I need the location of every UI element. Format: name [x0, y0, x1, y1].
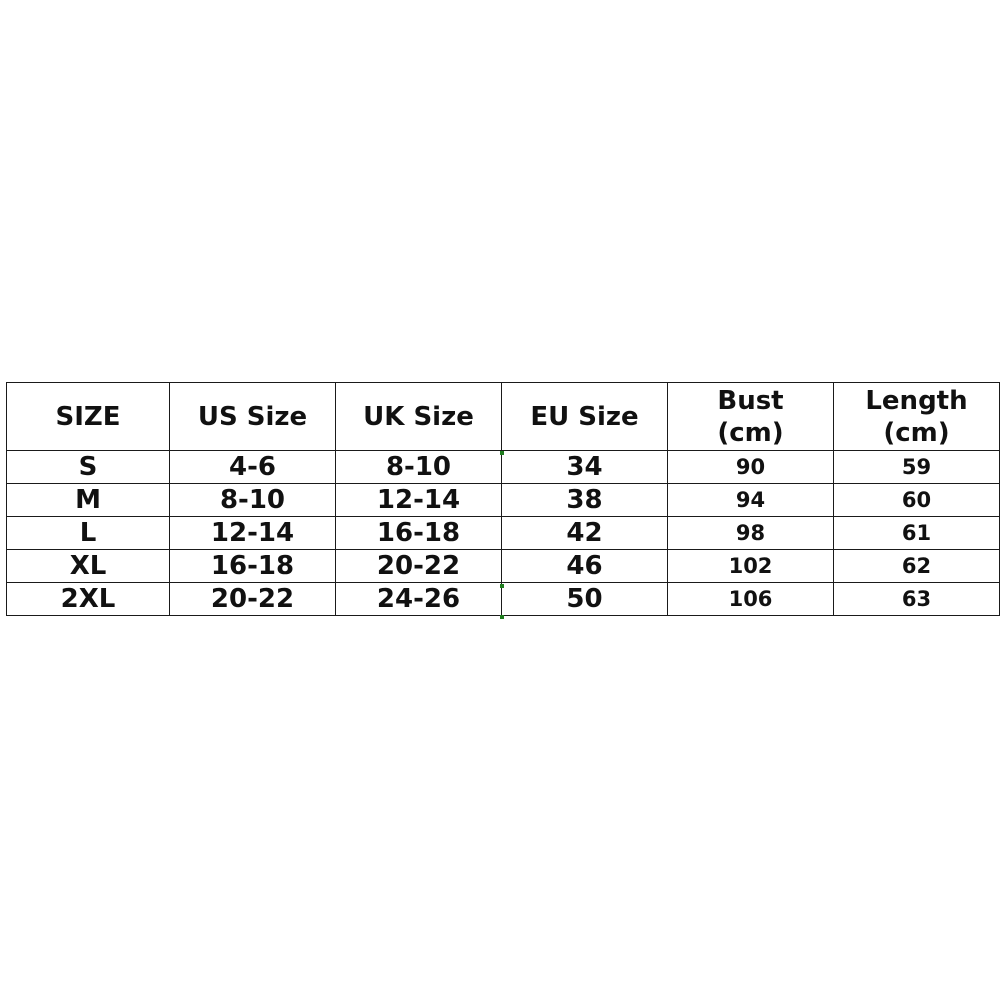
cell-us-size: 4-6 [170, 451, 336, 484]
cell-corner-marker [500, 451, 504, 455]
cell-eu-size: 46 [502, 550, 668, 583]
cell-length: 60 [834, 484, 1000, 517]
header-bust-unit: (cm) [717, 417, 784, 448]
cell-uk-size: 8-10 [336, 451, 502, 484]
header-size: SIZE [7, 383, 170, 451]
cell-size: L [7, 517, 170, 550]
cell-bust: 90 [668, 451, 834, 484]
cell-us-size: 16-18 [170, 550, 336, 583]
header-uk-size: UK Size [336, 383, 502, 451]
cell-size: M [7, 484, 170, 517]
cell-us-size: 8-10 [170, 484, 336, 517]
header-eu-size: EU Size [502, 383, 668, 451]
cell-bust: 94 [668, 484, 834, 517]
cell-eu-size: 42 [502, 517, 668, 550]
header-bust [668, 383, 834, 451]
cell-uk-size: 16-18 [336, 517, 502, 550]
cell-length: 63 [834, 583, 1000, 616]
cell-corner-marker [500, 584, 504, 588]
header-length [834, 383, 1000, 451]
cell-bust: 98 [668, 517, 834, 550]
cell-us-size: 20-22 [170, 583, 336, 616]
table-row [7, 484, 1000, 517]
cell-bust: 102 [668, 550, 834, 583]
cell-eu-size: 34 [502, 451, 668, 484]
cell-bust: 106 [668, 583, 834, 616]
cell-eu-size: 50 [502, 583, 668, 616]
cell-length: 61 [834, 517, 1000, 550]
header-us-size: US Size [170, 383, 336, 451]
cell-size: 2XL [7, 583, 170, 616]
cell-uk-size: 20-22 [336, 550, 502, 583]
cell-length: 62 [834, 550, 1000, 583]
header-length-unit: (cm) [883, 417, 950, 448]
cell-length: 59 [834, 451, 1000, 484]
header-length-label: Length [865, 385, 968, 416]
cell-uk-size: 24-26 [336, 583, 502, 616]
table-header-row [7, 383, 1000, 451]
cell-us-size: 12-14 [170, 517, 336, 550]
cell-eu-size: 38 [502, 484, 668, 517]
cell-size: S [7, 451, 170, 484]
size-chart-table [6, 382, 1000, 616]
table-row [7, 451, 1000, 484]
header-bust-label: Bust [717, 385, 784, 416]
cell-size: XL [7, 550, 170, 583]
table-row [7, 517, 1000, 550]
table-row [7, 550, 1000, 583]
cell-corner-marker [500, 615, 504, 619]
cell-uk-size: 12-14 [336, 484, 502, 517]
